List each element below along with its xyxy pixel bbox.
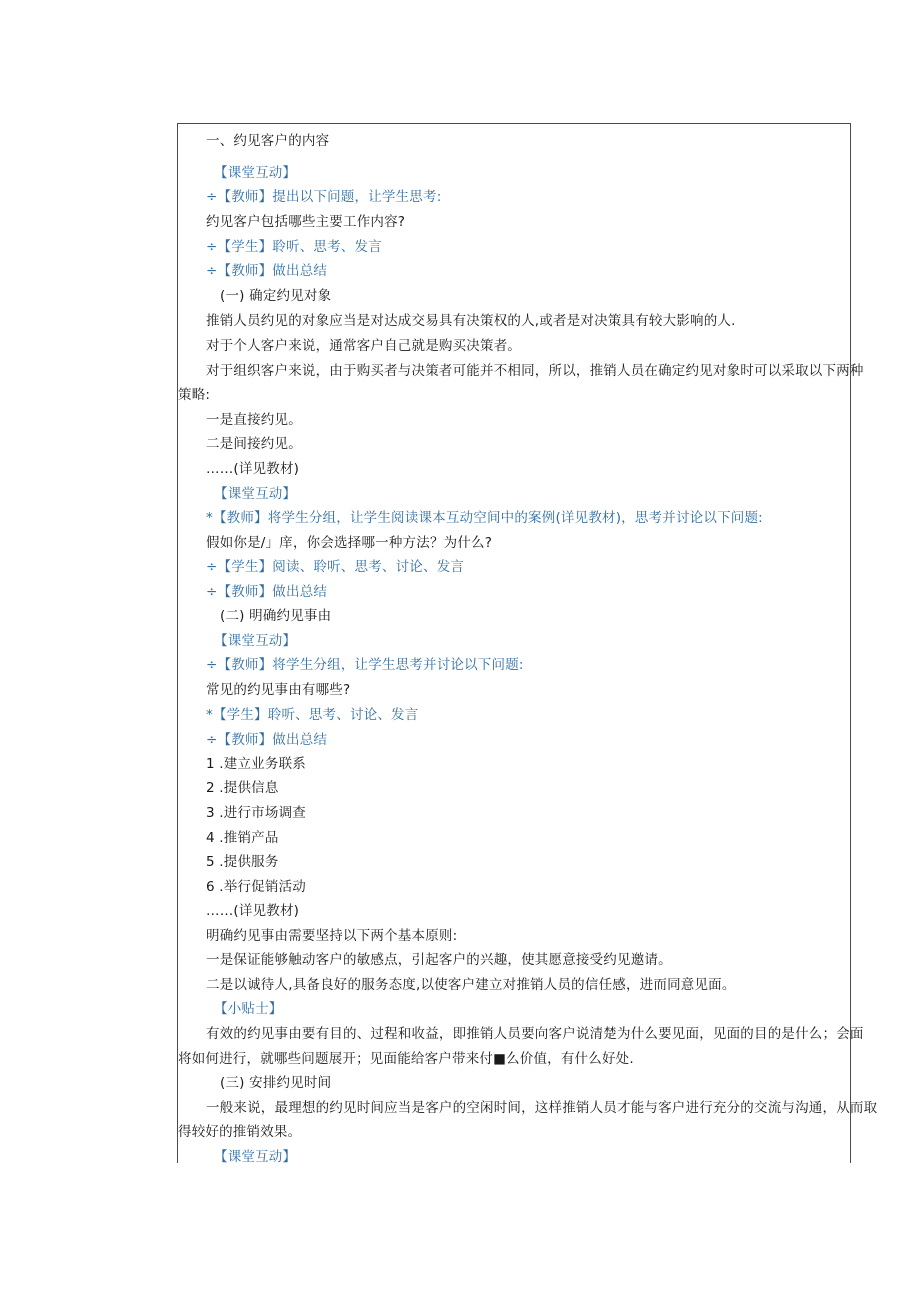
activity-line: ÷【教师】将学生分组，让学生思考并讨论以下问题: bbox=[206, 657, 524, 673]
text-line: 对于个人客户来说，通常客户自己就是购买决策者。 bbox=[206, 338, 522, 354]
text-line: 推销人员约见的对象应当是对达成交易具有决策权的人,或者是对决策具有较大影响的人. bbox=[206, 313, 736, 329]
text-line: 常见的约见事由有哪些? bbox=[206, 682, 351, 698]
activity-line: ÷【学生】阅读、聆听、思考、讨论、发言 bbox=[206, 559, 465, 575]
text-line: (一) 确定约见对象 bbox=[220, 288, 332, 304]
text-line: 将如何进行，就哪些问题展开；见面能给客户带来付■么价值，有什么好处. bbox=[178, 1051, 634, 1067]
text-line: 明确约见事由需要坚持以下两个基本原则: bbox=[206, 928, 458, 944]
activity-line: ÷【教师】做出总结 bbox=[206, 584, 328, 600]
text-line: 4 .推销产品 bbox=[206, 830, 279, 846]
text-line: 1 .建立业务联系 bbox=[206, 756, 306, 772]
activity-line: 【课堂互动】 bbox=[214, 165, 297, 181]
activity-line: 【课堂互动】 bbox=[214, 1149, 297, 1165]
text-line: 一是保证能够触动客户的敏感点，引起客户的兴趣，使其愿意接受约见邀请。 bbox=[206, 952, 672, 968]
text-line: 一、约见客户的内容 bbox=[206, 133, 330, 149]
text-line: 一般来说，最理想的约见时间应当是客户的空闲时间，这样推销人员才能与客户进行充分的交流与沟通，从而取 bbox=[206, 1100, 878, 1116]
text-line: 一是直接约见。 bbox=[206, 412, 302, 428]
activity-line: ÷【学生】聆听、思考、发言 bbox=[206, 239, 382, 255]
text-line: 2 .提供信息 bbox=[206, 780, 279, 796]
text-line: 得较好的推销效果。 bbox=[178, 1124, 302, 1140]
text-line: 二是以诚待人,具备良好的服务态度,以使客户建立对推销人员的信任感，进而同意见面。 bbox=[206, 977, 736, 993]
activity-line: 【课堂互动】 bbox=[214, 633, 297, 649]
text-line: ……(详见教材) bbox=[206, 461, 300, 477]
text-line: 3 .进行市场调查 bbox=[206, 805, 306, 821]
text-line: ……(详见教材) bbox=[206, 903, 300, 919]
activity-line: 【小贴士】 bbox=[214, 1001, 283, 1017]
activity-line: ÷【教师】做出总结 bbox=[206, 263, 328, 279]
text-line: 对于组织客户来说，由于购买者与决策者可能并不相同，所以，推销人员在确定约见对象时可以采取以下两种 bbox=[206, 363, 864, 379]
text-line: 5 .提供服务 bbox=[206, 854, 279, 870]
activity-line: *【教师】将学生分组，让学生阅读课本互动空间中的案例(详见教材)，思考并讨论以下问题: bbox=[206, 510, 763, 526]
activity-line: ÷【教师】做出总结 bbox=[206, 732, 328, 748]
activity-line: 【课堂互动】 bbox=[214, 486, 297, 502]
text-line: 有效的约见事由要有目的、过程和收益，即推销人员要向客户说清楚为什么要见面，见面的目的是什么；会面 bbox=[206, 1026, 864, 1042]
text-line: 约见客户包括哪些主要工作内容? bbox=[206, 214, 406, 230]
text-line: 6 .举行促销活动 bbox=[206, 879, 306, 895]
activity-line: *【学生】聆听、思考、讨论、发言 bbox=[206, 707, 419, 723]
text-line: 二是间接约见。 bbox=[206, 436, 302, 452]
text-line: (三) 安排约见时间 bbox=[220, 1075, 332, 1091]
text-line: 策略: bbox=[178, 387, 211, 403]
text-line: (二) 明确约见事由 bbox=[220, 608, 332, 624]
text-line: 假如你是/」庠，你会选择哪一种方法？为什么? bbox=[206, 535, 493, 551]
activity-line: ÷【教师】提出以下问题，让学生思考: bbox=[206, 189, 442, 205]
